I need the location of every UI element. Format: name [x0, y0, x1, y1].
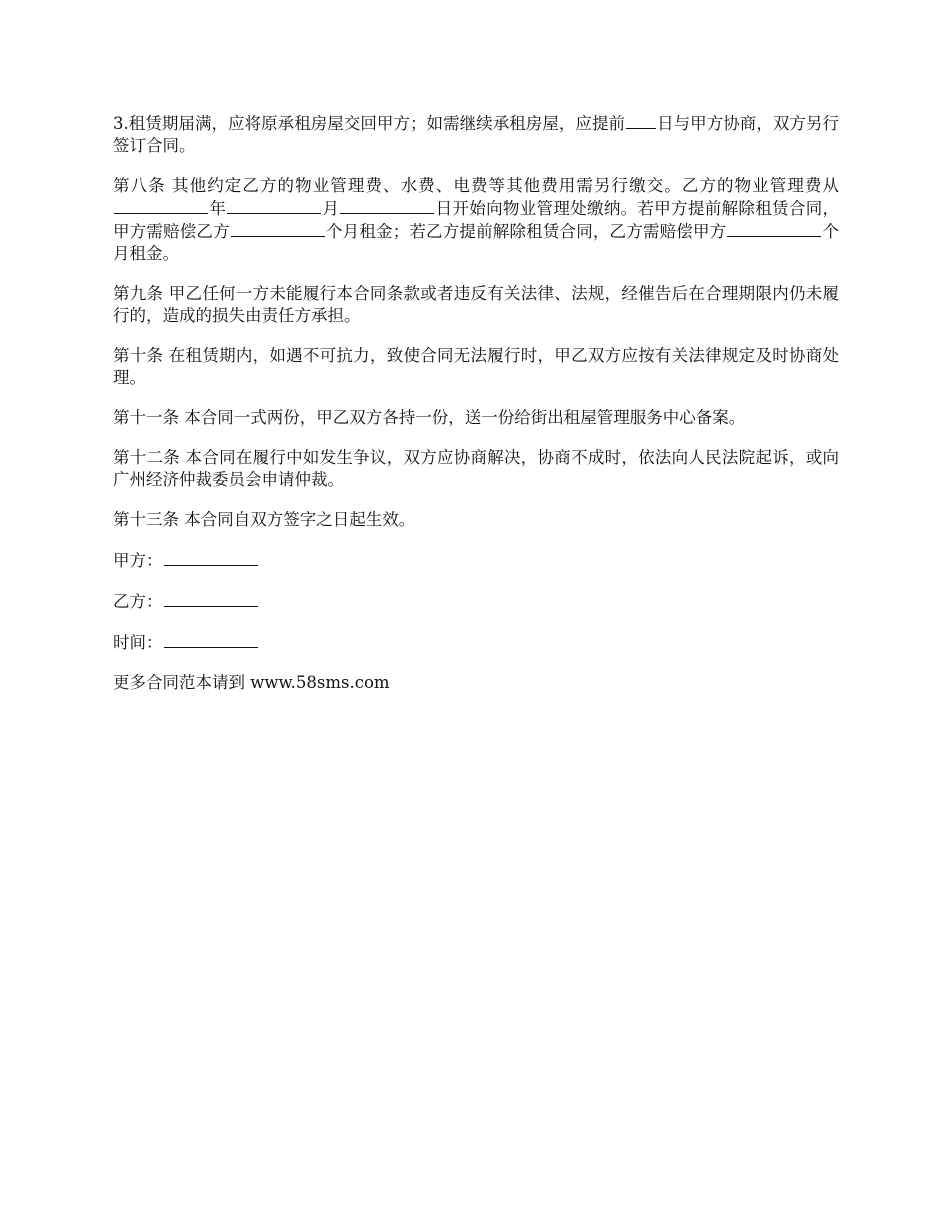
clause-12: 第十二条 本合同在履行中如发生争议，双方应协商解决，协商不成时，依法向人民法院起诉，或向广州经济仲裁委员会申请仲裁。: [113, 448, 839, 489]
clause-8: [113, 175, 839, 265]
clause-text: 月: [322, 199, 340, 218]
clause-text: 第八条 其他约定乙方的物业管理费、水费、电费等其他费用需另行缴交。乙方的物业管理费从: [113, 176, 839, 195]
fill-blank-month[interactable]: [227, 197, 321, 214]
fill-blank-months-b[interactable]: [727, 220, 821, 237]
clause-text: 年: [209, 199, 227, 218]
clause-11: 第十一条 本合同一式两份，甲乙双方各持一份，送一份给街出租屋管理服务中心备案。: [113, 408, 746, 427]
signature-party-a: [113, 549, 839, 572]
clause-13: 第十三条 本合同自双方签字之日起生效。: [113, 510, 416, 529]
signature-time: [113, 631, 839, 654]
signature-blank-time[interactable]: [164, 631, 258, 648]
clause-lease-expiry: [113, 112, 839, 157]
clause-10: 第十条 在租赁期内，如遇不可抗力，致使合同无法履行时，甲乙双方应按有关法律规定及时协商处理。: [113, 346, 839, 387]
clause-text: 个月租金；若乙方提前解除租赁合同，乙方需赔偿甲方: [325, 222, 727, 241]
clause-text: 3.租赁期届满，应将原承租房屋交回甲方；如需继续承租房屋，应提前: [113, 114, 626, 133]
fill-blank-months-a[interactable]: [231, 220, 325, 237]
signature-blank-party-b[interactable]: [164, 590, 258, 607]
contract-document: [113, 112, 839, 694]
clause-text: 个月租金。: [113, 222, 840, 263]
fill-blank-year[interactable]: [114, 197, 208, 214]
clause-9: 第九条 甲乙任何一方未能履行本合同条款或者违反有关法律、法规，经催告后在合理期限内仍未履行的，造成的损失由责任方承担。: [113, 284, 839, 325]
signature-blank-party-a[interactable]: [164, 549, 258, 566]
footer-link-text: 更多合同范本请到 www.58sms.com: [113, 673, 390, 692]
fill-blank-day[interactable]: [340, 197, 434, 214]
signature-party-b: [113, 590, 839, 613]
clause-text: 日开始向物业管理处缴纳。若甲方提前解除租赁合同，甲方需赔偿乙方: [113, 199, 840, 241]
signature-label: 时间：: [113, 633, 163, 652]
clause-text: 日与甲方协商，双方另行签订合同。: [113, 114, 840, 155]
signature-label: 甲方：: [113, 551, 163, 570]
fill-blank[interactable]: [626, 112, 656, 129]
signature-label: 乙方：: [113, 592, 163, 611]
